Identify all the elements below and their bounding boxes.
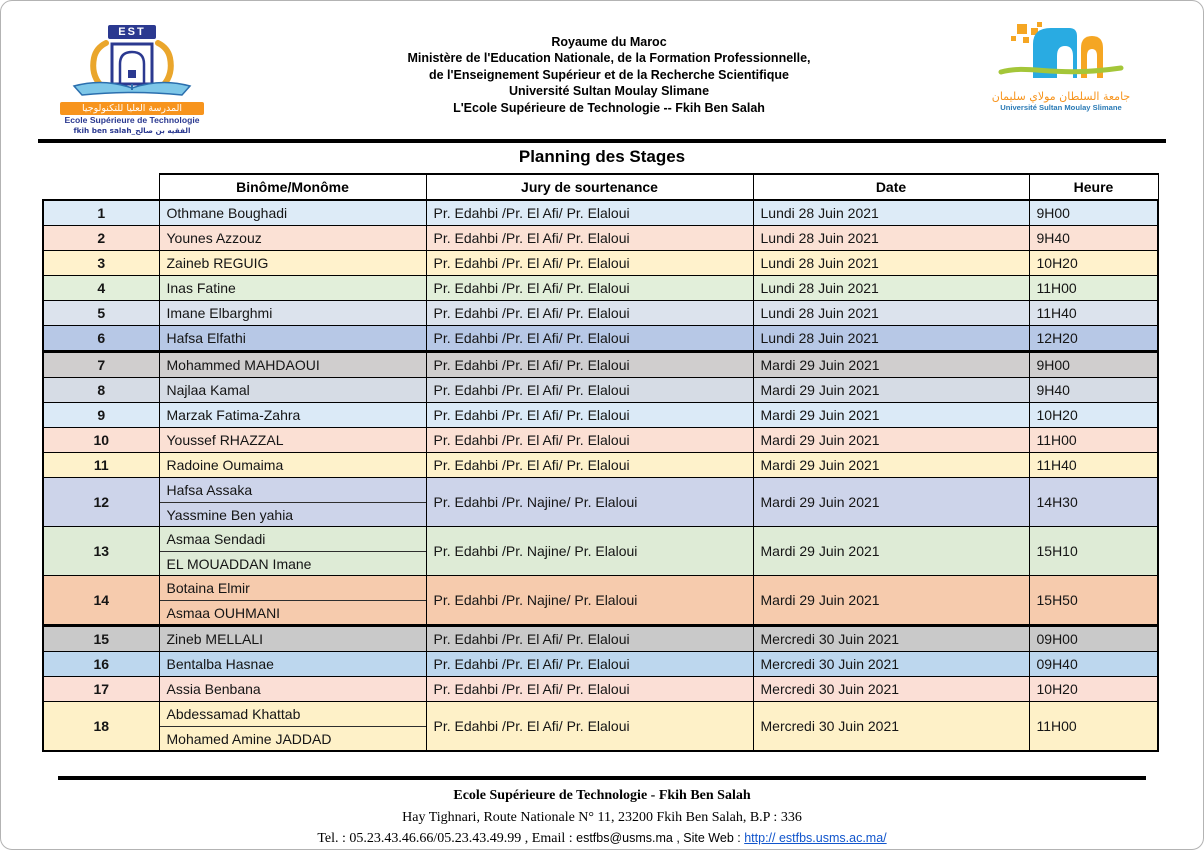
est-arabic-banner: المدرسة العليا للتكنولوجيا bbox=[60, 102, 204, 115]
table-row bbox=[43, 378, 1158, 403]
heure-cell: 9H40 bbox=[1029, 226, 1158, 251]
student-name: Inas Fatine bbox=[166, 280, 236, 296]
student-name: Mohamed Amine JADDAD bbox=[160, 726, 426, 750]
table-row bbox=[43, 478, 1158, 527]
usms-emblem-icon bbox=[995, 22, 1127, 84]
row-number: 12 bbox=[43, 478, 159, 527]
date-cell: Mardi 29 Juin 2021 bbox=[753, 378, 1029, 403]
binome-cell bbox=[159, 652, 426, 677]
jury-cell: Pr. Edahbi /Pr. El Afi/ Pr. Elaloui bbox=[426, 352, 753, 378]
date-cell: Lundi 28 Juin 2021 bbox=[753, 226, 1029, 251]
row-number: 5 bbox=[43, 301, 159, 326]
header-line-royaume: Royaume du Maroc bbox=[551, 35, 667, 49]
column-header-jury: Jury de sourtenance bbox=[426, 174, 753, 200]
jury-cell: Pr. Edahbi /Pr. El Afi/ Pr. Elaloui bbox=[426, 626, 753, 652]
column-header-binome: Binôme/Monôme bbox=[159, 174, 426, 200]
student-name: Mohammed MAHDAOUI bbox=[166, 357, 320, 373]
student-name: Youssef RHAZZAL bbox=[166, 432, 284, 448]
binome-cell bbox=[159, 200, 426, 226]
row-number: 15 bbox=[43, 626, 159, 652]
footer-email-site-label: estfbs@usms.ma , Site Web : bbox=[576, 831, 741, 845]
heure-cell: 12H20 bbox=[1029, 326, 1158, 352]
date-cell: Mardi 29 Juin 2021 bbox=[753, 352, 1029, 378]
date-cell: Lundi 28 Juin 2021 bbox=[753, 200, 1029, 226]
header-line-enseignement: de l'Enseignement Supérieur et de la Recherche Scientifique bbox=[428, 67, 790, 82]
date-cell: Mardi 29 Juin 2021 bbox=[753, 527, 1029, 576]
usms-name-fr: Université Sultan Moulay Slimane bbox=[1000, 103, 1122, 112]
footer-address: Hay Tighnari, Route Nationale N° 11, 23200 Fkih Ben Salah, B.P : 336 bbox=[402, 809, 802, 825]
heure-cell: 11H00 bbox=[1029, 702, 1158, 752]
date-cell: Mercredi 30 Juin 2021 bbox=[753, 677, 1029, 702]
heure-cell: 9H40 bbox=[1029, 378, 1158, 403]
jury-cell: Pr. Edahbi /Pr. El Afi/ Pr. Elaloui bbox=[426, 677, 753, 702]
student-name: Botaina Elmir bbox=[166, 580, 250, 596]
row-number: 13 bbox=[43, 527, 159, 576]
page-title: Planning des Stages bbox=[518, 147, 686, 166]
jury-cell: Pr. Edahbi /Pr. El Afi/ Pr. Elaloui bbox=[426, 301, 753, 326]
binome-cell bbox=[159, 301, 426, 326]
footer-school-name: Ecole Supérieure de Technologie - Fkih Ben Salah bbox=[453, 788, 751, 803]
table-header-row bbox=[43, 174, 1158, 200]
jury-cell: Pr. Edahbi /Pr. El Afi/ Pr. Elaloui bbox=[426, 453, 753, 478]
table-row bbox=[43, 403, 1158, 428]
jury-cell: Pr. Edahbi /Pr. Najine/ Pr. Elaloui bbox=[426, 527, 753, 576]
binome-cell bbox=[159, 276, 426, 301]
row-number: 9 bbox=[43, 403, 159, 428]
jury-cell: Pr. Edahbi /Pr. El Afi/ Pr. Elaloui bbox=[426, 378, 753, 403]
row-number: 18 bbox=[43, 702, 159, 752]
student-name: Marzak Fatima-Zahra bbox=[166, 407, 301, 423]
heure-cell: 14H30 bbox=[1029, 478, 1158, 527]
table-row bbox=[43, 576, 1158, 626]
est-city-line: fkih ben salah_الفقيه بن صالح bbox=[73, 126, 191, 135]
date-cell: Mardi 29 Juin 2021 bbox=[753, 576, 1029, 626]
heure-cell: 10H20 bbox=[1029, 403, 1158, 428]
binome-cell bbox=[159, 428, 426, 453]
heure-cell: 09H40 bbox=[1029, 652, 1158, 677]
student-name: Asmaa Sendadi bbox=[166, 531, 266, 547]
row-number: 4 bbox=[43, 276, 159, 301]
est-emblem-icon bbox=[68, 40, 196, 96]
header-separator-rule bbox=[38, 139, 1166, 143]
heure-cell: 11H40 bbox=[1029, 453, 1158, 478]
jury-cell: Pr. Edahbi /Pr. El Afi/ Pr. Elaloui bbox=[426, 403, 753, 428]
document-footer bbox=[0, 780, 1204, 850]
header-line-ministere: Ministère de l'Education Nationale, de la Formation Professionnelle, bbox=[407, 51, 811, 66]
heure-cell: 10H20 bbox=[1029, 251, 1158, 276]
student-name: Najlaa Kamal bbox=[166, 382, 250, 398]
table-row bbox=[43, 352, 1158, 378]
date-cell: Lundi 28 Juin 2021 bbox=[753, 301, 1029, 326]
binome-cell bbox=[159, 226, 426, 251]
heure-cell: 9H00 bbox=[1029, 200, 1158, 226]
jury-cell: Pr. Edahbi /Pr. El Afi/ Pr. Elaloui bbox=[426, 226, 753, 251]
date-cell: Mardi 29 Juin 2021 bbox=[753, 403, 1029, 428]
student-name: Radoine Oumaima bbox=[166, 457, 284, 473]
date-cell: Lundi 28 Juin 2021 bbox=[753, 326, 1029, 352]
ministry-header-block bbox=[237, 22, 981, 116]
heure-cell: 15H10 bbox=[1029, 527, 1158, 576]
table-row bbox=[43, 301, 1158, 326]
date-cell: Lundi 28 Juin 2021 bbox=[753, 251, 1029, 276]
row-number: 7 bbox=[43, 352, 159, 378]
table-body bbox=[43, 200, 1158, 751]
table-row bbox=[43, 527, 1158, 576]
jury-cell: Pr. Edahbi /Pr. El Afi/ Pr. Elaloui bbox=[426, 200, 753, 226]
date-cell: Mercredi 30 Juin 2021 bbox=[753, 626, 1029, 652]
binome-cell bbox=[159, 251, 426, 276]
binome-cell bbox=[159, 378, 426, 403]
planning-table bbox=[42, 173, 1159, 752]
table-row bbox=[43, 276, 1158, 301]
table-row bbox=[43, 702, 1158, 752]
binome-cell bbox=[159, 326, 426, 352]
heure-cell: 10H20 bbox=[1029, 677, 1158, 702]
jury-cell: Pr. Edahbi /Pr. El Afi/ Pr. Elaloui bbox=[426, 326, 753, 352]
row-number: 2 bbox=[43, 226, 159, 251]
date-cell: Mardi 29 Juin 2021 bbox=[753, 428, 1029, 453]
date-cell: Mercredi 30 Juin 2021 bbox=[753, 702, 1029, 752]
binome-cell bbox=[159, 527, 426, 576]
jury-cell: Pr. Edahbi /Pr. Najine/ Pr. Elaloui bbox=[426, 478, 753, 527]
jury-cell: Pr. Edahbi /Pr. El Afi/ Pr. Elaloui bbox=[426, 428, 753, 453]
table-row bbox=[43, 677, 1158, 702]
student-name: Imane Elbarghmi bbox=[166, 305, 273, 321]
column-header-date: Date bbox=[753, 174, 1029, 200]
usms-arabic-name: جامعة السلطان مولاي سليمان bbox=[991, 90, 1131, 103]
heure-cell: 11H40 bbox=[1029, 301, 1158, 326]
student-name: EL MOUADDAN Imane bbox=[160, 551, 426, 575]
student-name: Othmane Boughadi bbox=[166, 205, 288, 221]
student-name: Hafsa Elfathi bbox=[166, 330, 246, 346]
footer-website-link[interactable]: http:// estfbs.usms.ac.ma/ bbox=[744, 831, 887, 845]
binome-cell bbox=[159, 702, 426, 752]
binome-cell bbox=[159, 403, 426, 428]
student-name: Zineb MELLALI bbox=[166, 631, 263, 647]
binome-cell bbox=[159, 576, 426, 626]
date-cell: Mardi 29 Juin 2021 bbox=[753, 478, 1029, 527]
date-cell: Mercredi 30 Juin 2021 bbox=[753, 652, 1029, 677]
table-row bbox=[43, 200, 1158, 226]
table-row bbox=[43, 251, 1158, 276]
header-line-ecole: L'Ecole Supérieure de Technologie -- Fkih Ben Salah bbox=[453, 100, 765, 115]
row-number: 10 bbox=[43, 428, 159, 453]
heure-cell: 9H00 bbox=[1029, 352, 1158, 378]
heure-cell: 09H00 bbox=[1029, 626, 1158, 652]
student-name: Zaineb REGUIG bbox=[166, 255, 269, 271]
student-name: Hafsa Assaka bbox=[166, 482, 253, 498]
heure-cell: 11H00 bbox=[1029, 276, 1158, 301]
table-row bbox=[43, 652, 1158, 677]
est-acronym-badge: EST bbox=[108, 25, 155, 39]
table-row bbox=[43, 626, 1158, 652]
student-name: Younes Azzouz bbox=[166, 230, 262, 246]
heure-cell: 15H50 bbox=[1029, 576, 1158, 626]
row-number: 16 bbox=[43, 652, 159, 677]
table-row bbox=[43, 326, 1158, 352]
date-cell: Lundi 28 Juin 2021 bbox=[753, 276, 1029, 301]
row-number: 3 bbox=[43, 251, 159, 276]
binome-cell bbox=[159, 478, 426, 527]
jury-cell: Pr. Edahbi /Pr. El Afi/ Pr. Elaloui bbox=[426, 276, 753, 301]
document-header bbox=[0, 0, 1204, 135]
heure-cell: 11H00 bbox=[1029, 428, 1158, 453]
row-number: 14 bbox=[43, 576, 159, 626]
row-number: 17 bbox=[43, 677, 159, 702]
date-cell: Mardi 29 Juin 2021 bbox=[753, 453, 1029, 478]
corner-spacer bbox=[43, 174, 159, 200]
jury-cell: Pr. Edahbi /Pr. El Afi/ Pr. Elaloui bbox=[426, 652, 753, 677]
column-header-heure: Heure bbox=[1029, 174, 1158, 200]
student-name: Abdessamad Khattab bbox=[166, 706, 301, 722]
binome-cell bbox=[159, 352, 426, 378]
row-number: 8 bbox=[43, 378, 159, 403]
binome-cell bbox=[159, 453, 426, 478]
table-row bbox=[43, 226, 1158, 251]
binome-cell bbox=[159, 677, 426, 702]
student-name: Asmaa OUHMANI bbox=[160, 600, 426, 624]
row-number: 6 bbox=[43, 326, 159, 352]
student-name: Assia Benbana bbox=[166, 681, 261, 697]
binome-cell bbox=[159, 626, 426, 652]
table-row bbox=[43, 453, 1158, 478]
table-row bbox=[43, 428, 1158, 453]
header-line-universite: Université Sultan Moulay Slimane bbox=[508, 84, 710, 99]
usms-logo bbox=[981, 22, 1141, 113]
row-number: 11 bbox=[43, 453, 159, 478]
est-name-fr: Ecole Supérieure de Technologie bbox=[64, 115, 200, 125]
footer-contact-line bbox=[0, 828, 1204, 850]
est-logo bbox=[52, 22, 212, 135]
jury-cell: Pr. Edahbi /Pr. El Afi/ Pr. Elaloui bbox=[426, 251, 753, 276]
footer-tel-email-label: Tel. : 05.23.43.46.66/05.23.43.49.99 , Email : bbox=[317, 831, 573, 846]
jury-cell: Pr. Edahbi /Pr. Najine/ Pr. Elaloui bbox=[426, 576, 753, 626]
jury-cell: Pr. Edahbi /Pr. El Afi/ Pr. Elaloui bbox=[426, 702, 753, 752]
student-name: Bentalba Hasnae bbox=[166, 656, 274, 672]
student-name: Yassmine Ben yahia bbox=[160, 502, 426, 526]
row-number: 1 bbox=[43, 200, 159, 226]
